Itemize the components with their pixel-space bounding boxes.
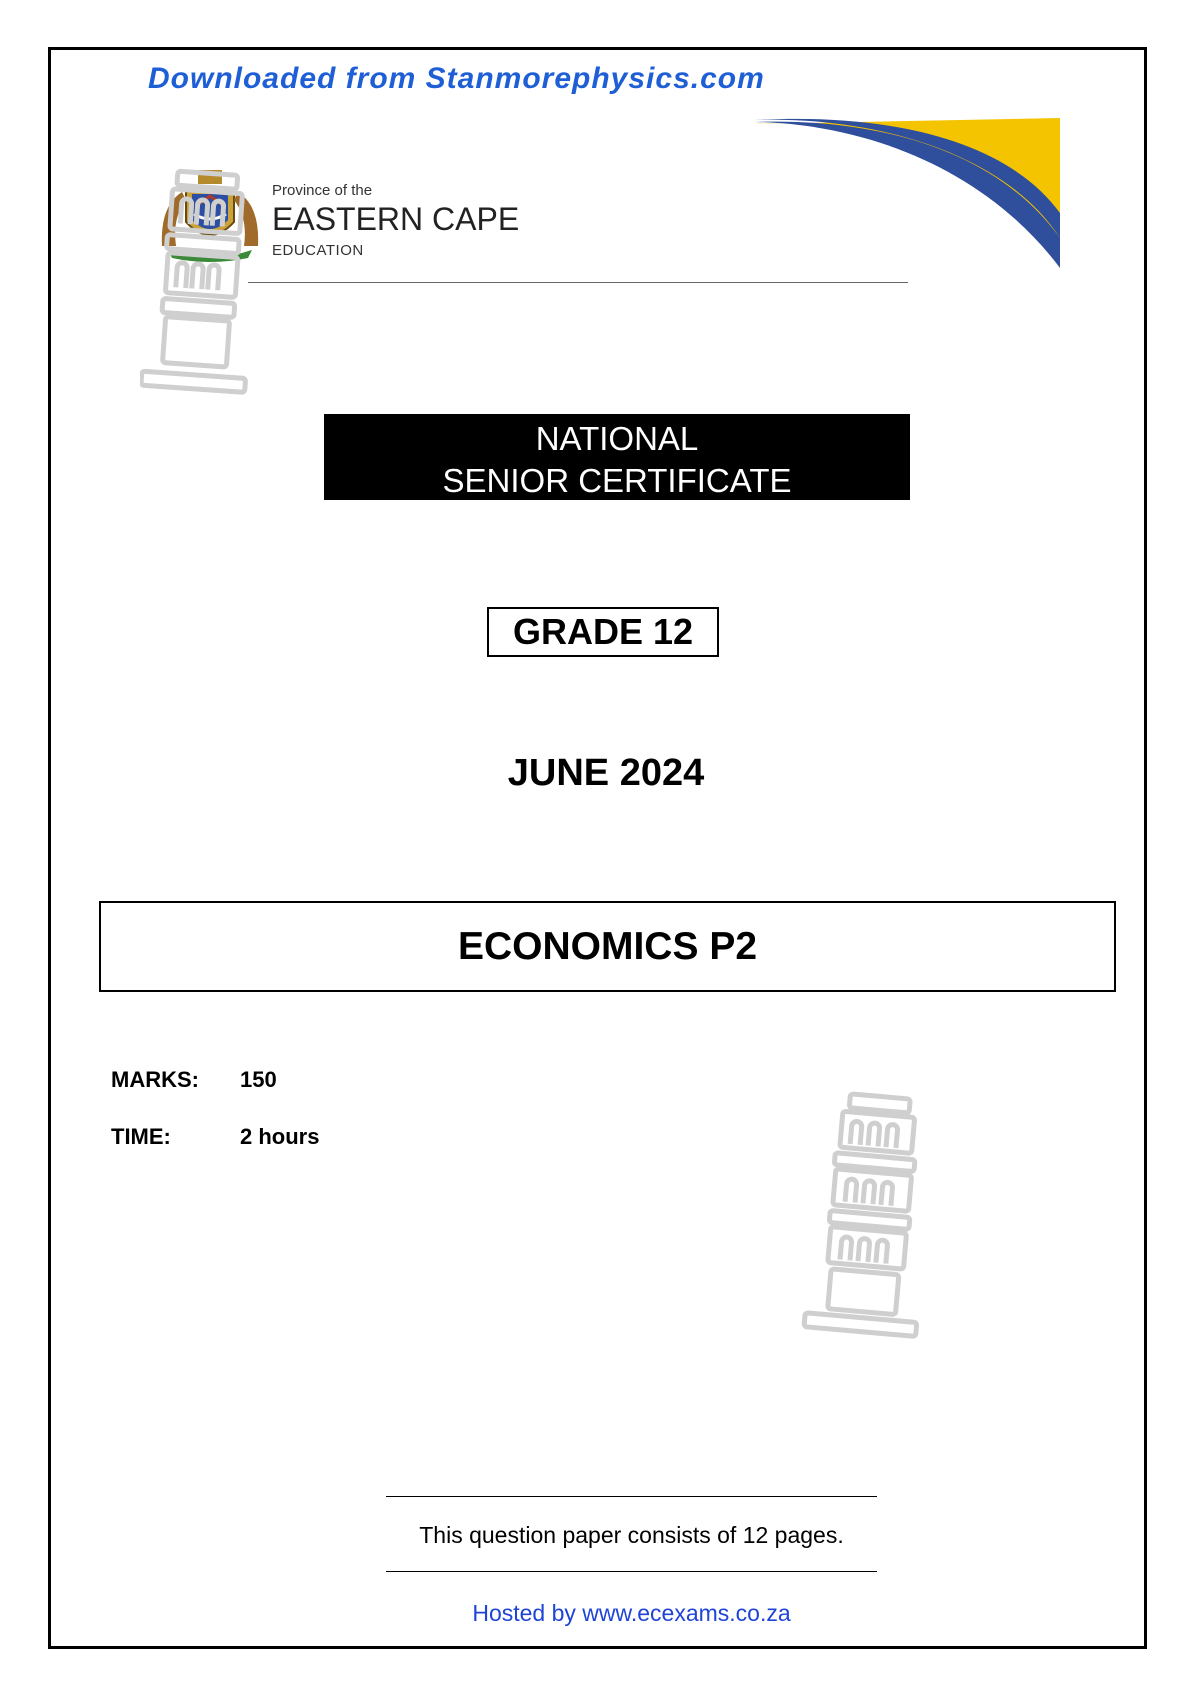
exam-date: JUNE 2024 <box>507 752 705 794</box>
time-label: TIME: <box>111 1124 171 1149</box>
province-prefix: Province of the <box>272 182 373 199</box>
subject-title-box: ECONOMICS P2 <box>99 901 1116 992</box>
hosted-by-link[interactable]: Hosted by www.ecexams.co.za <box>472 1600 791 1626</box>
grade-box: GRADE 12 <box>487 607 719 657</box>
download-banner[interactable]: Downloaded from Stanmorephysics.com <box>148 62 765 95</box>
tower-watermark-icon <box>140 165 260 405</box>
certificate-line-1: NATIONAL <box>535 420 699 457</box>
tower-watermark-icon <box>800 1090 940 1340</box>
province-block <box>272 182 519 259</box>
certificate-line-2: SENIOR CERTIFICATE <box>442 462 792 499</box>
header-divider <box>248 282 908 283</box>
province-name: EASTERN CAPE <box>272 201 520 237</box>
marks-value: 150 <box>240 1067 277 1092</box>
time-value: 2 hours <box>240 1124 320 1149</box>
department-name: EDUCATION <box>272 242 364 259</box>
footer-rule-bottom <box>386 1571 877 1572</box>
footer-rule-top <box>386 1496 877 1497</box>
marks-label: MARKS: <box>111 1067 199 1092</box>
page-count-note: This question paper consists of 12 pages. <box>419 1522 844 1548</box>
swoosh-graphic <box>755 118 1065 298</box>
certificate-title-box <box>324 414 910 500</box>
